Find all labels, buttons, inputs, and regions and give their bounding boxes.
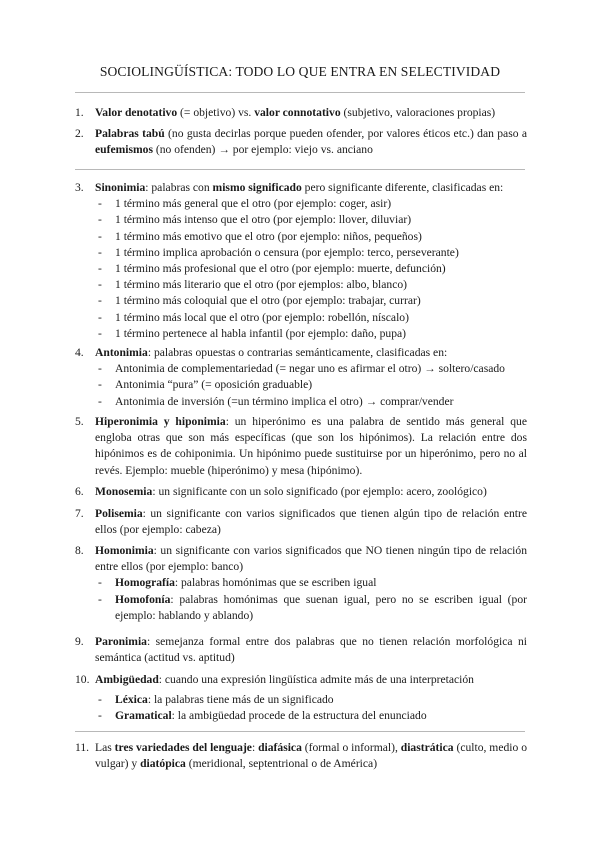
list-item-7 bbox=[75, 506, 527, 538]
sub-item: - Antonimia de complementariedad (= negar uno es afirmar el otro) → soltero/casado bbox=[98, 362, 505, 376]
list-item-10 bbox=[75, 672, 527, 725]
item-text: Las tres variedades del lenguaje: diafásica (formal o informal), diastrática (culto, medio o vulgar) y diatópica (meridional, septentrional o de América) bbox=[95, 741, 527, 771]
sub-item: - 1 término más emotivo que el otro (por ejemplo: niños, pequeños) bbox=[98, 229, 422, 243]
item-text: Hiperonimia y hiponimia: un hiperónimo es una palabra de sentido más general que engloba otras que son más específicas (que son los hipónimos). La relación entre dos hipónimos es de cohiponimia. Un hipónimo puede sustituirse por un hiperónimo, pero no al revés. Ejemplo: mueble (hiperónimo) y mesa (hipónimo). bbox=[95, 415, 527, 477]
sub-item: - 1 término más intenso que el otro (por ejemplo: llover, diluviar) bbox=[98, 213, 412, 227]
divider bbox=[75, 92, 525, 93]
list-item-11 bbox=[75, 740, 527, 772]
sub-item: - Homofonía: palabras homónimas que suenan igual, pero no se escriben igual (por ejemplo: hablando y ablando) bbox=[98, 592, 527, 622]
sub-item: - 1 término más coloquial que el otro (por ejemplo: trabajar, currar) bbox=[98, 294, 421, 308]
sub-item: - Antonimia “pura” (= oposición graduable) bbox=[98, 378, 313, 392]
sub-item: - 1 término más profesional que el otro (por ejemplo: muerte, defunción) bbox=[98, 262, 446, 276]
item-number: 11. bbox=[75, 741, 90, 754]
item-text: Monosemia: un significante con un solo significado (por ejemplo: acero, zoológico) bbox=[95, 485, 487, 498]
sub-item: - 1 término más general que el otro (por ejemplo: coger, asir) bbox=[98, 197, 392, 211]
item-number: 3. bbox=[75, 181, 84, 194]
sub-item: - Léxica: la palabras tiene más de un significado bbox=[98, 693, 334, 707]
item-number: 6. bbox=[75, 485, 84, 498]
item-text: Valor denotativo (= objetivo) vs. valor connotativo (subjetivo, valoraciones propias) bbox=[95, 106, 496, 119]
item-number: 1. bbox=[75, 106, 84, 119]
list-item-8 bbox=[75, 543, 527, 624]
sub-item: - 1 término implica aprobación o censura (por ejemplo: terco, perseverante) bbox=[98, 245, 459, 259]
item-number: 9. bbox=[75, 635, 84, 648]
page-title: SOCIOLINGÜÍSTICA: TODO LO QUE ENTRA EN SELECTIVIDAD bbox=[99, 64, 501, 79]
item-number: 4. bbox=[75, 346, 84, 359]
item-number: 2. bbox=[75, 127, 84, 140]
item-text: Antonimia: palabras opuestas o contrarias semánticamente, clasificadas en: bbox=[95, 346, 448, 359]
item-number: 7. bbox=[75, 507, 84, 520]
list-item-3 bbox=[75, 180, 527, 342]
sub-item: - 1 término pertenece al habla infantil (por ejemplo: daño, pupa) bbox=[98, 326, 407, 340]
sub-item: - 1 término más literario que el otro (por ejemplos: albo, blanco) bbox=[98, 278, 408, 292]
list-item-4 bbox=[75, 345, 527, 410]
list-item-6 bbox=[75, 484, 527, 500]
item-number: 8. bbox=[75, 544, 84, 557]
item-number: 10. bbox=[75, 673, 90, 686]
sub-item: - Gramatical: la ambigüedad procede de la estructura del enunciado bbox=[98, 709, 427, 723]
item-number: 5. bbox=[75, 415, 84, 428]
divider bbox=[75, 169, 525, 170]
divider bbox=[75, 731, 525, 732]
sub-item: - Homografía: palabras homónimas que se escriben igual bbox=[98, 576, 377, 590]
item-text: Palabras tabú (no gusta decirlas porque pueden ofender, por valores éticos etc.) dan paso a eufemismos (no ofenden) → por ejemplo: viejo vs. anciano bbox=[95, 127, 527, 157]
list-item-1 bbox=[75, 105, 527, 121]
item-text: Sinonimia: palabras con mismo significado pero significante diferente, clasificadas en: bbox=[95, 181, 504, 194]
item-text: Polisemia: un significante con varios significados que tienen algún tipo de relación entre ellos (por ejemplo: cabeza) bbox=[95, 507, 527, 537]
sub-item: - 1 término más local que el otro (por ejemplo: robellón, níscalo) bbox=[98, 310, 409, 324]
list-item-5 bbox=[75, 414, 527, 479]
item-text: Homonimia: un significante con varios significados que NO tienen ningún tipo de relación entre ellos (por ejemplo: banco) bbox=[95, 544, 527, 574]
item-text: Ambigüedad: cuando una expresión lingüística admite más de una interpretación bbox=[95, 673, 474, 686]
item-text: Paronimia: semejanza formal entre dos palabras que no tienen relación morfológica ni semántica (actitud vs. aptitud) bbox=[95, 635, 527, 665]
list-item-2 bbox=[75, 126, 527, 158]
sub-item: - Antonimia de inversión (=un término implica el otro) → comprar/vender bbox=[98, 394, 454, 408]
list-item-9 bbox=[75, 634, 527, 666]
